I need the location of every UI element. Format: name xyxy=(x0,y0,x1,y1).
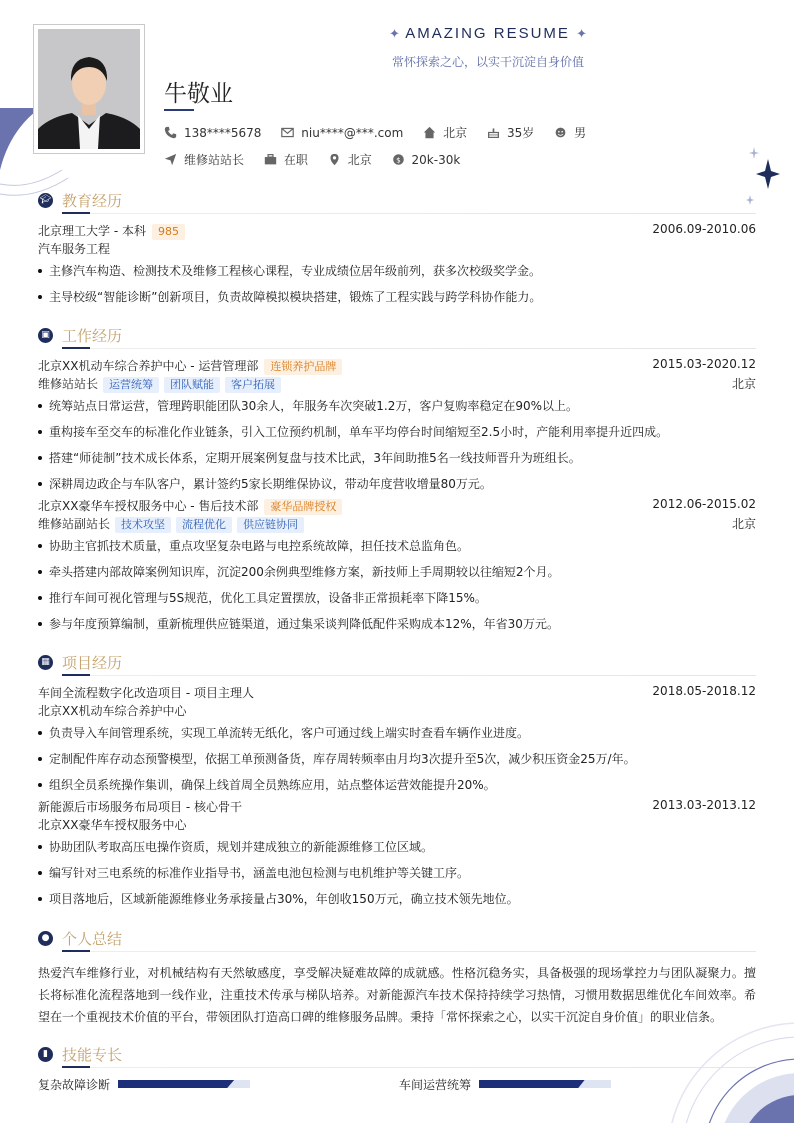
graduation-cap-icon: 🎓︎ xyxy=(38,193,53,208)
job-location: 北京 xyxy=(731,517,756,531)
list-item: 重构接车至交车的标准化作业链条，引入工位预约机制，单车平均停台时间缩短至2.5小时，产能利用率提升近四成。 xyxy=(38,419,756,445)
list-item: 参与年度预算编制，重新梳理供应链渠道，通过集采谈判降低配件采购成本12%，年省30万元。 xyxy=(38,611,756,637)
skill-tag: 供应链协同 xyxy=(237,517,304,533)
section-header xyxy=(38,652,756,676)
project-period: 2018.05-2018.12 xyxy=(652,684,756,698)
section-header xyxy=(38,928,756,952)
company-name: 北京XX机动车综合养护中心 - 运营管理部 xyxy=(38,359,259,373)
city-text: 北京 xyxy=(443,126,468,140)
skill-tag: 技术攻坚 xyxy=(115,517,171,533)
profile-photo xyxy=(33,24,145,154)
section-divider xyxy=(62,951,756,952)
grid-icon: ▦ xyxy=(38,655,53,670)
briefcase-icon xyxy=(264,153,277,166)
project-bullets xyxy=(38,834,756,912)
section-title: 个人总结 xyxy=(62,930,123,948)
job-target-text: 维修站站长 xyxy=(184,153,245,167)
email-text: niu****@***.com xyxy=(301,125,404,140)
job-location: 北京 xyxy=(731,377,756,391)
list-item: 主导校级“智能诊断”创新项目，负责故障模拟模块搭建，锻炼了工程实践与跨学科协作能力。 xyxy=(38,284,756,310)
project-period: 2013.03-2013.12 xyxy=(652,798,756,812)
job-period: 2015.03-2020.12 xyxy=(652,357,756,371)
section-divider-accent xyxy=(62,1066,90,1068)
summary-section xyxy=(38,928,756,1028)
section-divider xyxy=(62,213,756,214)
education-bullets xyxy=(38,258,756,310)
skill-bar-fill xyxy=(118,1080,234,1088)
skill-bar xyxy=(479,1080,611,1088)
section-header xyxy=(38,1044,756,1068)
bar-chart-icon: ▮ xyxy=(38,1047,53,1062)
list-item: 推行车间可视化管理与5S规范，优化工具定置摆放，设备非正常损耗率下降15%。 xyxy=(38,585,756,611)
section-divider xyxy=(62,1067,756,1068)
user-icon: ● xyxy=(38,931,53,946)
education-section xyxy=(38,190,756,310)
list-item: 搭建“师徒制”技术成长体系，定期开展案例复盘与技术比武，3年间助推5名一线技师晋升为班组长。 xyxy=(38,445,756,471)
status-text: 在职 xyxy=(283,153,308,167)
role-name: 维修站副站长 xyxy=(38,517,111,531)
education-entry xyxy=(38,222,756,240)
phone-item xyxy=(164,126,261,140)
project-entry xyxy=(38,684,756,798)
section-divider-accent xyxy=(62,950,90,952)
project-name: 新能源后市场服务布局项目 - 核心骨干 xyxy=(38,800,242,814)
list-item: 统筹站点日常运营，管理跨职能团队30余人，年服务车次突破1.2万，客户复购率稳定在90%以上。 xyxy=(38,393,756,419)
role-line xyxy=(38,375,756,393)
project-bullets xyxy=(38,720,756,798)
skill-label: 车间运营统筹 xyxy=(399,1078,472,1092)
section-title: 工作经历 xyxy=(62,327,123,345)
job-target-item xyxy=(164,151,244,168)
skills-section xyxy=(38,1044,756,1068)
work-section xyxy=(38,325,756,637)
project-name-line xyxy=(38,684,756,702)
project-name: 车间全流程数字化改造项目 - 项目主理人 xyxy=(38,686,254,700)
target-city-text: 北京 xyxy=(347,153,372,167)
company-line xyxy=(38,357,756,375)
city-item xyxy=(423,124,467,141)
section-title: 项目经历 xyxy=(62,654,123,672)
star-icon: ✦ xyxy=(576,26,587,41)
section-title: 技能专长 xyxy=(62,1046,123,1064)
section-divider xyxy=(62,348,756,349)
major-line: 汽车服务工程 xyxy=(38,242,111,256)
list-item: 主修汽车构造、检测技术及维修工程核心课程，专业成绩位居年级前列，获多次校级奖学金。 xyxy=(38,258,756,284)
list-item: 项目落地后，区域新能源维修业务承接量占30%，年创收150万元，确立技术领先地位。 xyxy=(38,886,756,912)
school-tag: 985 xyxy=(152,224,185,240)
skill-label: 复杂故障诊断 xyxy=(38,1078,111,1092)
list-item: 协助团队考取高压电操作资质，规划并建成独立的新能源维修工位区域。 xyxy=(38,834,756,860)
role-line xyxy=(38,515,756,533)
section-divider xyxy=(62,675,756,676)
skill-tag: 团队赋能 xyxy=(164,377,220,393)
motto: 常怀探索之心，以实干沉淀自身价值 xyxy=(391,55,584,69)
briefcase-icon: ▣ xyxy=(38,328,53,343)
school-line: 北京理工大学 - 本科 xyxy=(38,224,146,238)
brand-text: AMAZING RESUME xyxy=(405,25,570,42)
gender-item xyxy=(554,124,586,141)
company-line xyxy=(38,497,756,515)
age-item xyxy=(487,124,534,141)
name-underline xyxy=(164,109,194,111)
company-tag: 连锁养护品牌 xyxy=(264,359,342,375)
list-item: 负责导入车间管理系统，实现工单流转无纸化，客户可通过线上端实时查看车辆作业进度。 xyxy=(38,720,756,746)
location-pin-icon xyxy=(328,153,341,166)
role-name: 维修站站长 xyxy=(38,377,99,391)
gender-text: 男 xyxy=(574,126,587,140)
face-icon xyxy=(554,126,567,139)
skill-tag: 流程优化 xyxy=(176,517,232,533)
skill-bar-fill xyxy=(479,1080,585,1088)
target-city-item xyxy=(328,151,372,168)
skill-tag: 运营统筹 xyxy=(103,377,159,393)
job-bullets xyxy=(38,533,756,637)
section-header xyxy=(38,190,756,214)
company-tag: 豪华品牌授权 xyxy=(264,499,342,515)
job-entry xyxy=(38,357,756,497)
project-entry xyxy=(38,798,756,912)
list-item: 定制配件库存动态预警模型，依据工单预测备货，库存周转频率由月均3次提升至5次，减少积压资金25万/年。 xyxy=(38,746,756,772)
skill-tag: 客户拓展 xyxy=(225,377,281,393)
company-name: 北京XX豪华车授权服务中心 - 售后技术部 xyxy=(38,499,259,513)
skill-bar xyxy=(118,1080,250,1088)
contact-row xyxy=(164,124,602,142)
education-period: 2006.09-2010.06 xyxy=(652,222,756,236)
svg-text:$: $ xyxy=(395,155,401,165)
section-header xyxy=(38,325,756,349)
status-item xyxy=(264,151,308,168)
send-icon xyxy=(164,153,177,166)
job-period: 2012.06-2015.02 xyxy=(652,497,756,511)
list-item: 深耕周边政企与车队客户，累计签约5家长期维保协议，带动年度营收增量80万元。 xyxy=(38,471,756,497)
section-title: 教育经历 xyxy=(62,192,123,210)
projects-section xyxy=(38,652,756,912)
job-bullets xyxy=(38,393,756,497)
section-divider-accent xyxy=(62,347,90,349)
salary-text: 20k-30k xyxy=(411,152,461,167)
phone-text: 138****5678 xyxy=(184,125,262,140)
project-org: 北京XX豪华车授权服务中心 xyxy=(38,818,187,832)
job-entry xyxy=(38,497,756,637)
money-icon xyxy=(392,153,405,166)
summary-text: 热爱汽车维修行业，对机械结构有天然敏感度，享受解决疑难故障的成就感。性格沉稳务实，具备极强的现场掌控力与团队凝聚力。擅长将标准化流程落地到一线作业，注重技术传承与梯队培养。对新能源汽车技术保持持续学习热情，习惯用数据思维优化车间效率。希望在一个重视技术价值的平台，带领团队打造高口碑的维修服务品牌。秉持「常怀探索之心，以实干沉淀自身价值」的职业信条。 xyxy=(38,966,756,1024)
phone-icon xyxy=(164,126,177,139)
list-item: 编写针对三电系统的标准作业指导书，涵盖电池包检测与电机维护等关键工序。 xyxy=(38,860,756,886)
project-name-line xyxy=(38,798,756,816)
cake-icon xyxy=(487,126,500,139)
brand-title xyxy=(386,25,590,42)
section-divider-accent xyxy=(62,674,90,676)
salary-item xyxy=(392,153,461,167)
home-icon xyxy=(423,126,436,139)
mail-icon xyxy=(281,126,294,139)
section-divider-accent xyxy=(62,212,90,214)
intent-row xyxy=(164,151,476,169)
age-text: 35岁 xyxy=(506,126,535,140)
list-item: 牵头搭建内部故障案例知识库，沉淀200余例典型维修方案，新技师上手周期较以往缩短2个月。 xyxy=(38,559,756,585)
project-org: 北京XX机动车综合养护中心 xyxy=(38,704,187,718)
list-item: 组织全员系统操作集训，确保上线首周全员熟练应用，站点整体运营效能提升20%。 xyxy=(38,772,756,798)
avatar xyxy=(38,29,140,149)
candidate-name: 牛敬业 xyxy=(164,81,233,107)
list-item: 协助主官抓技术质量，重点攻坚复杂电路与电控系统故障，担任技术总监角色。 xyxy=(38,533,756,559)
star-icon: ✦ xyxy=(388,26,400,41)
email-item xyxy=(281,126,403,140)
corner-circles-decoration xyxy=(660,1015,794,1123)
